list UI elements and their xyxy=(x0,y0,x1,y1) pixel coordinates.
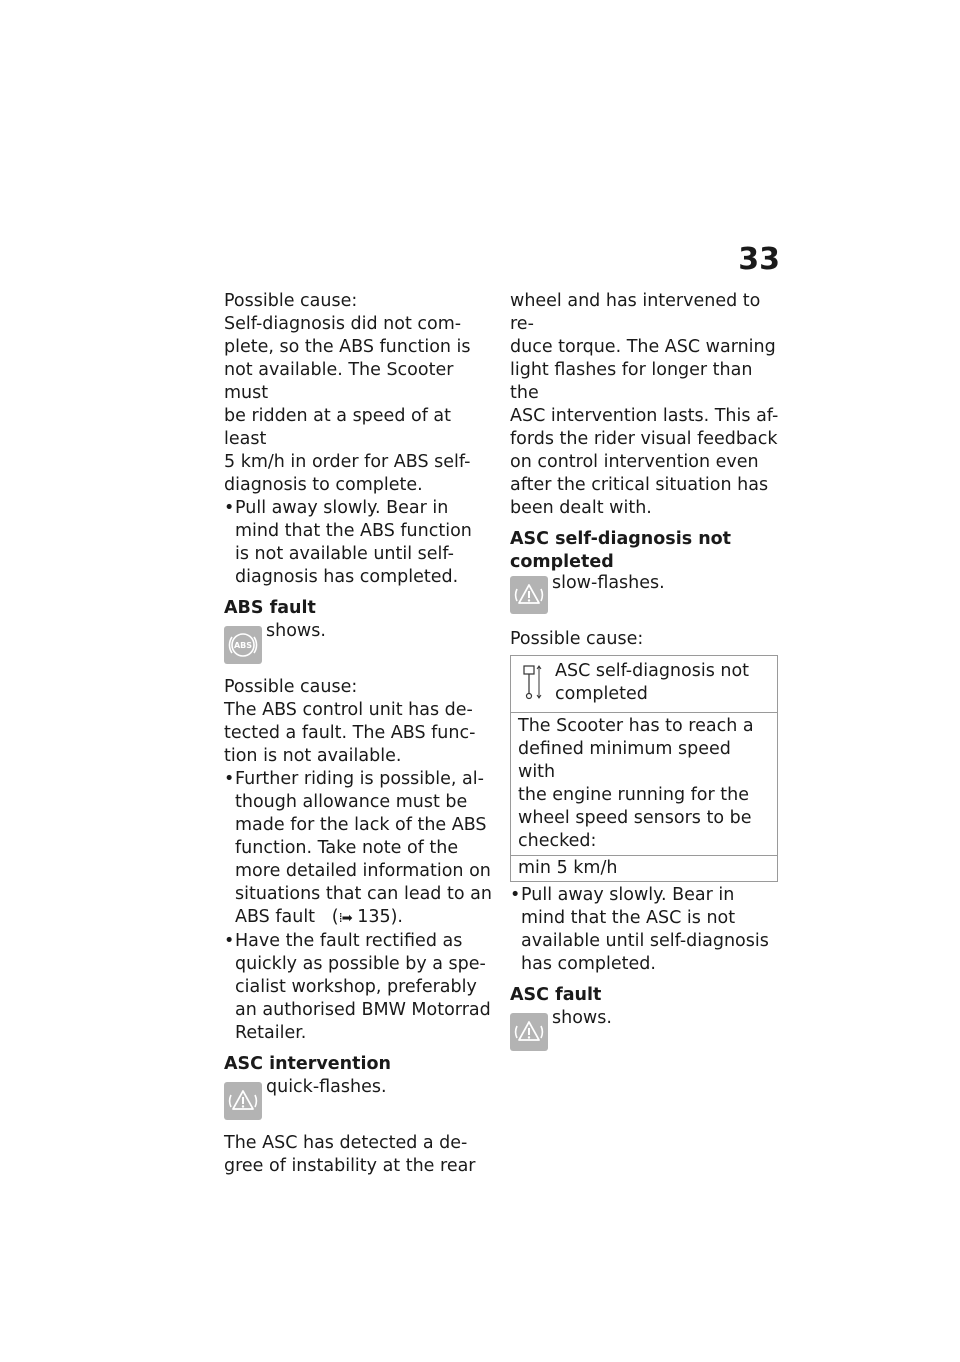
page-reference-arrow-icon: ⁞➡ xyxy=(338,911,352,926)
text-line: duce torque. The ASC warning xyxy=(510,337,776,357)
text-line: be ridden at a speed of at least xyxy=(224,406,452,449)
text-line: not available. The Scooter must xyxy=(224,360,454,403)
text-line: tion is not available. xyxy=(224,746,402,766)
indicator-text: slow-flashes. xyxy=(552,573,665,593)
text-line: diagnosis to complete. xyxy=(224,475,423,495)
text-line: plete, so the ABS function is xyxy=(224,337,471,357)
indicator-row xyxy=(510,572,782,620)
indicator-text: shows. xyxy=(552,1008,612,1028)
indicator-row xyxy=(510,1007,782,1055)
text-line: 5 km/h in order for ABS self- xyxy=(224,452,471,472)
bullet-item: • Further riding is possible, al- though allowance must be made for the lack of the ABS function. Take note of the more detailed information on situations that can lead to an ABS fault (⁞➡ 135). xyxy=(224,769,492,927)
text-line: The ASC has detected a de- xyxy=(224,1133,468,1153)
section-heading-asc-intervention: ASC intervention xyxy=(224,1054,391,1074)
text-line: ASC intervention lasts. This af- xyxy=(510,406,779,426)
indicator-text: quick-flashes. xyxy=(266,1077,387,1097)
text-line: Possible cause: xyxy=(224,291,358,311)
spec-table-body: The Scooter has to reach a defined minimum speed with the engine running for the wheel speed sensors to be checked: xyxy=(511,713,778,856)
text-line: fords the rider visual feedback xyxy=(510,429,778,449)
text-line: been dealt with. xyxy=(510,498,652,518)
bullet-item: • Have the fault rectified as quickly as possible by a spe- cialist workshop, preferably an authorised BMW Motorrad Retailer. xyxy=(224,931,491,1043)
bullet-item: • Pull away slowly. Bear in mind that the ABS function is not available until self- diagnosis has completed. xyxy=(224,498,472,587)
text-line: The ABS control unit has de- xyxy=(224,700,473,720)
bullet-item: • Pull away slowly. Bear in mind that the ASC is not available until self-diagnosis has completed. xyxy=(510,885,769,974)
indicator-text: shows. xyxy=(266,621,326,641)
page-number: 33 xyxy=(738,242,780,277)
text-line: gree of instability at the rear xyxy=(224,1156,476,1176)
indicator-row xyxy=(224,620,496,668)
left-column xyxy=(224,290,496,1178)
bullet-dot-icon: • xyxy=(224,931,235,951)
bullet-dot-icon: • xyxy=(224,769,235,789)
text-line: Possible cause: xyxy=(510,629,644,649)
asc-warning-light-icon xyxy=(510,576,548,614)
right-column xyxy=(510,290,782,1055)
svg-text:ABS: ABS xyxy=(233,641,253,650)
piston-icon xyxy=(521,664,543,700)
text-line: tected a fault. The ABS func- xyxy=(224,723,476,743)
text-line: Possible cause: xyxy=(224,677,358,697)
spec-table-header: ASC self-diagnosis not completed xyxy=(511,656,778,713)
section-heading-asc-selfdiag: ASC self-diagnosis not xyxy=(510,529,732,549)
asc-warning-light-icon xyxy=(224,1082,262,1120)
bullet-dot-icon: • xyxy=(510,885,521,905)
page-reference-link[interactable]: 135). xyxy=(357,907,403,927)
text-line: wheel and has intervened to re- xyxy=(510,291,761,334)
abs-warning-light-icon xyxy=(224,626,262,664)
section-heading-asc-fault: ASC fault xyxy=(510,985,602,1005)
text-line: on control intervention even xyxy=(510,452,759,472)
text-line: light flashes for longer than the xyxy=(510,360,753,403)
asc-warning-light-icon xyxy=(510,1013,548,1051)
spec-table xyxy=(510,655,778,882)
spec-table-value: min 5 km/h xyxy=(511,856,778,882)
text-line: after the critical situation has xyxy=(510,475,769,495)
section-heading-abs-fault: ABS fault xyxy=(224,598,316,618)
bullet-dot-icon: • xyxy=(224,498,235,518)
text-line: Self-diagnosis did not com- xyxy=(224,314,462,334)
section-heading-asc-selfdiag-line2: completed xyxy=(510,552,614,572)
indicator-row xyxy=(224,1076,496,1124)
